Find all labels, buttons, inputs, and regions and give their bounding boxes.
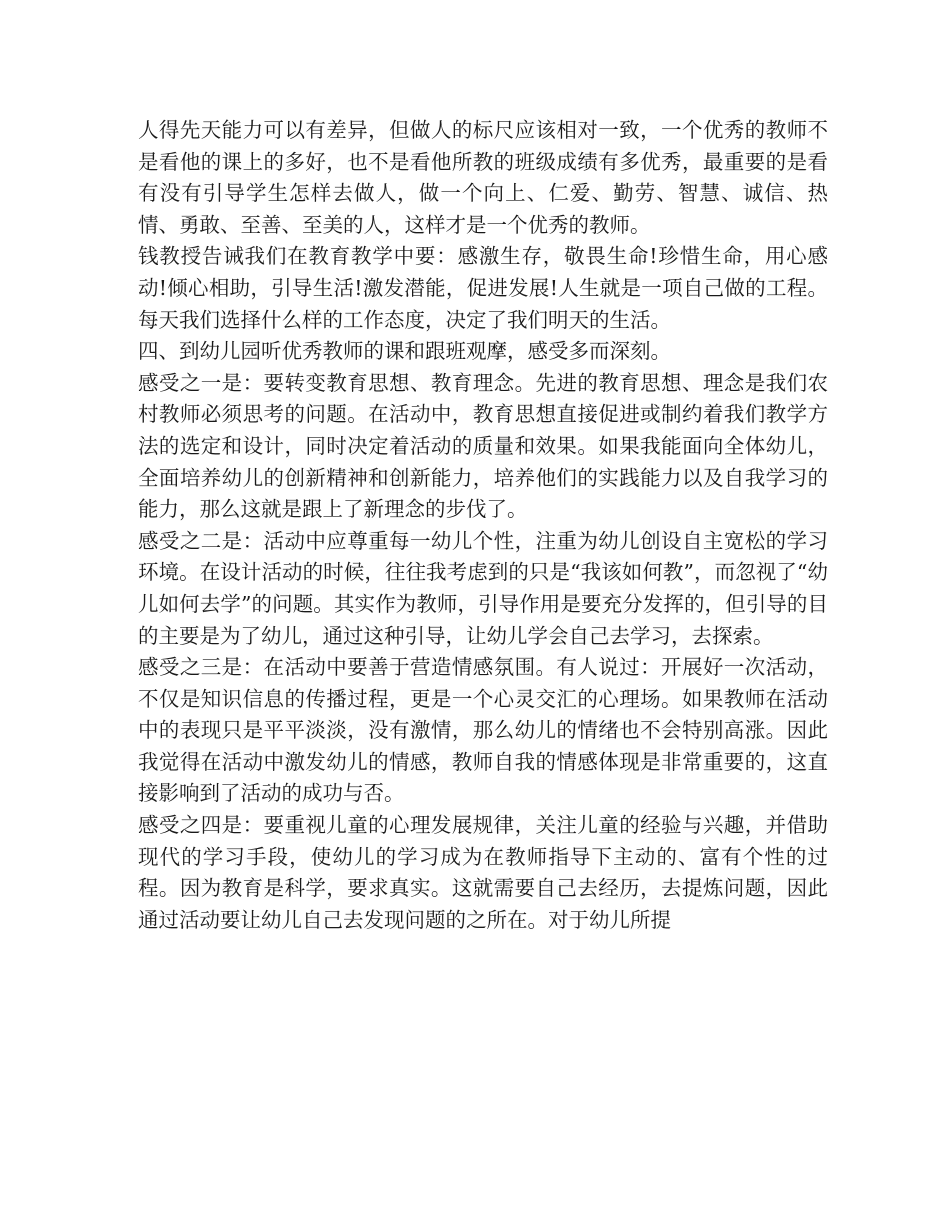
paragraph-teacher-standard: 人得先天能力可以有差异，但做人的标尺应该相对一致，一个优秀的教师不是看他的课上的多好，也不是看他所教的班级成绩有多优秀，最重要的是看有没有引导学生怎样去做人，做一个向上、仁爱、勤劳、智慧、诚信、热情、勇敢、至善、至美的人，这样才是一个优秀的教师。 (138, 118, 828, 237)
paragraph-professor-advice: 钱教授告诫我们在教育教学中要：感激生存，敬畏生命!珍惜生命，用心感动!倾心相助，引导生活!激发潜能，促进发展!人生就是一项自己做的工程。每天我们选择什么样的工作态度，决定了我们明天的生活。 (138, 244, 828, 332)
paragraph-feeling-two: 感受之二是：活动中应尊重每一幼儿个性，注重为幼儿创设自主宽松的学习环境。在设计活动的时候，往往我考虑到的只是“我该如何教”，而忽视了“幼儿如何去学”的问题。其实作为教师，引导作用是要充分发挥的，但引导的目的主要是为了幼儿，通过这种引导，让幼儿学会自己去学习，去探索。 (138, 528, 828, 648)
paragraph-feeling-three: 感受之三是：在活动中要善于营造情感氛围。有人说过：开展好一次活动，不仅是知识信息的传播过程，更是一个心灵交汇的心理场。如果教师在活动中的表现只是平平淡淡，没有激情，那么幼儿的情绪也不会特别高涨。因此我觉得在活动中激发幼儿的情感，教师自我的情感体现是非常重要的，这直接影响到了活动的成功与否。 (138, 655, 828, 806)
document-page (138, 115, 828, 936)
paragraph-feeling-one: 感受之一是：要转变教育思想、教育理念。先进的教育思想、理念是我们农村教师必须思考的问题。在活动中，教育思想直接促进或制约着我们教学方法的选定和设计，同时决定着活动的质量和效果。如果我能面向全体幼儿，全面培养幼儿的创新精神和创新能力，培养他们的实践能力以及自我学习的能力，那么这就是跟上了新理念的步伐了。 (138, 370, 828, 522)
paragraph-feeling-four: 感受之四是：要重视儿童的心理发展规律，关注儿童的经验与兴趣，并借助现代的学习手段，使幼儿的学习成为在教师指导下主动的、富有个性的过程。因为教育是科学，要求真实。这就需要自己去经历，去提炼问题，因此通过活动要让幼儿自己去发现问题的之所在。对于幼儿所提 (138, 813, 828, 932)
section-heading-four: 四、到幼儿园听优秀教师的课和跟班观摩，感受多而深刻。 (138, 339, 671, 364)
